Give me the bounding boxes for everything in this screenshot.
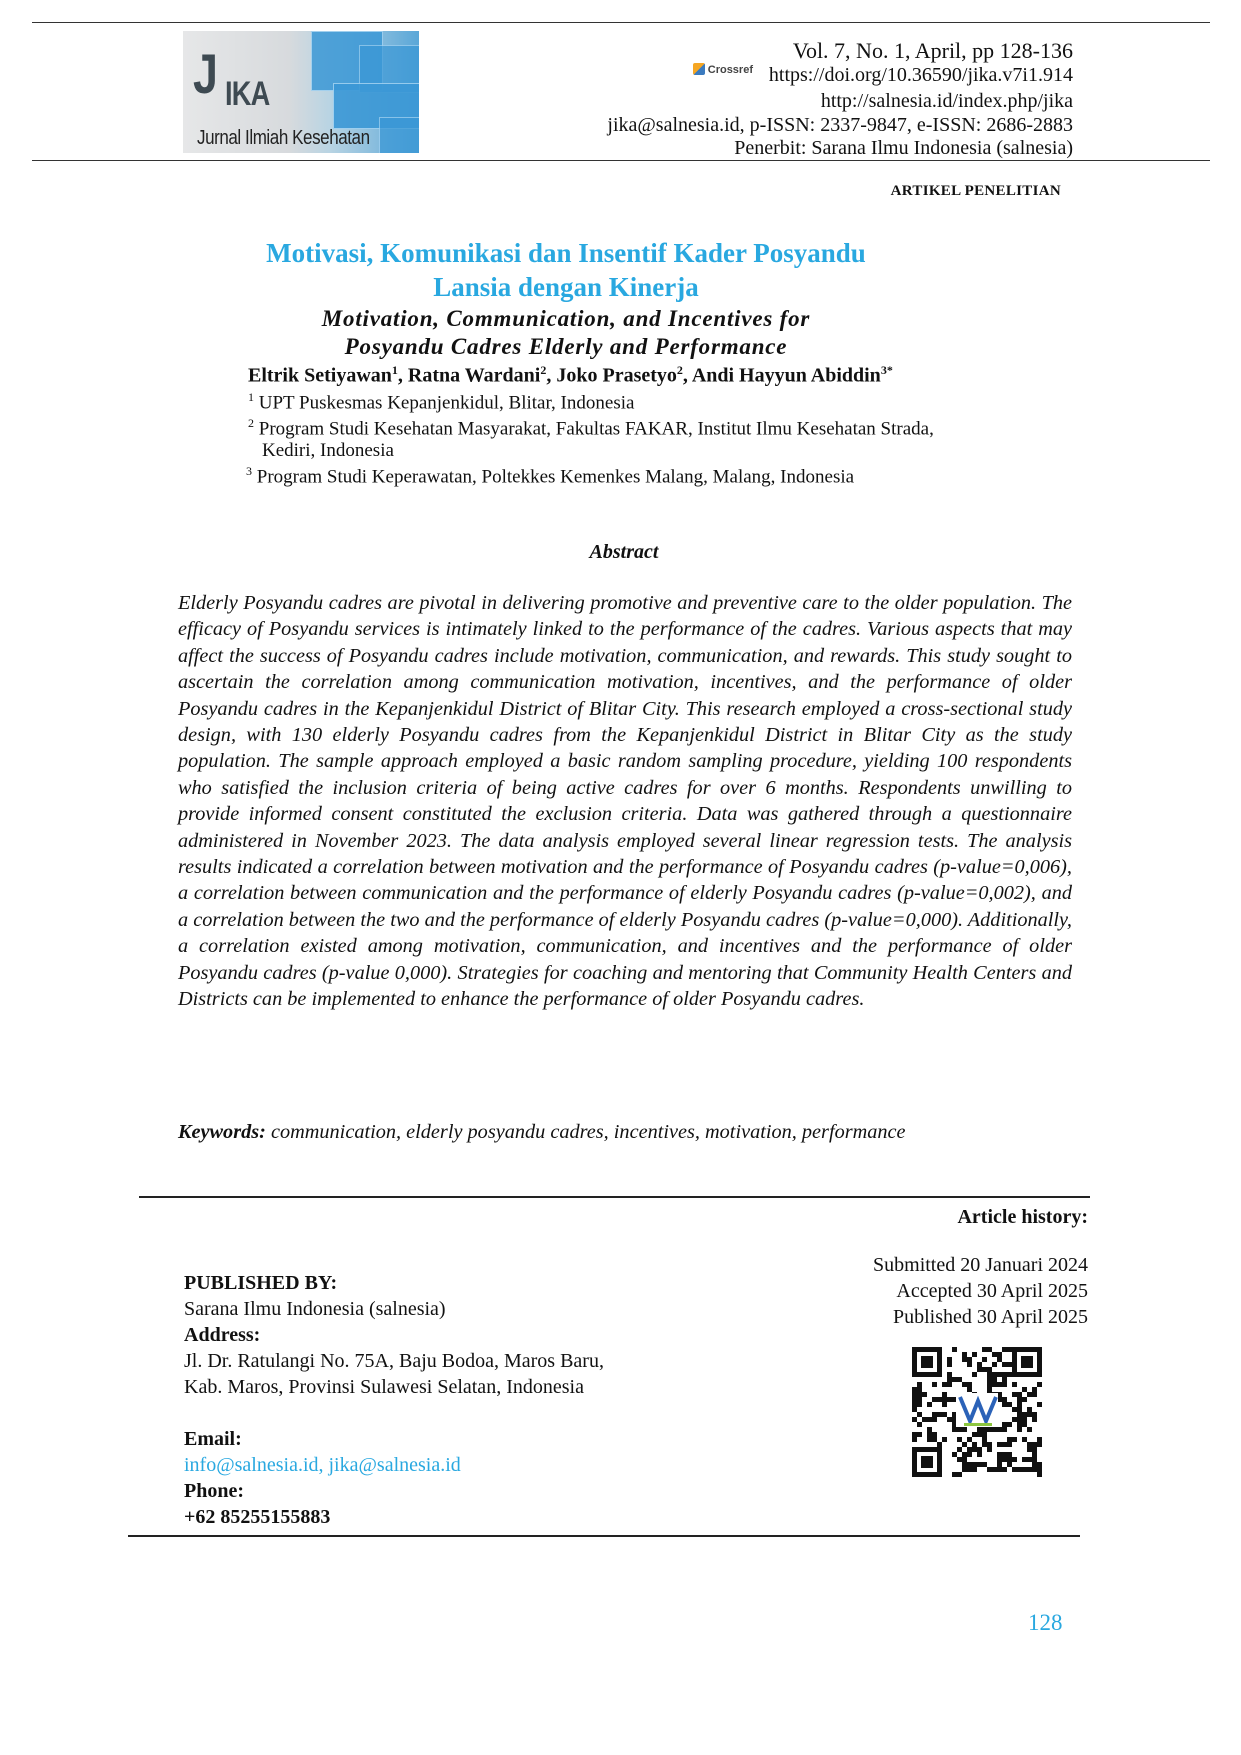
- author-affil-mark: 2: [676, 363, 683, 377]
- header-bottom-rule: [32, 160, 1210, 161]
- phone-label: Phone:: [184, 1480, 244, 1502]
- author-affil-mark: 3*: [880, 363, 893, 377]
- publisher-name: Sarana Ilmu Indonesia (salnesia): [184, 1298, 446, 1320]
- keywords-text: communication, elderly posyandu cadres, incentives, motivation, performance: [270, 1121, 906, 1143]
- keywords-label: Keywords:: [178, 1121, 266, 1143]
- affiliation-3: [246, 464, 854, 488]
- logo-letters: J: [193, 42, 217, 105]
- qr-code-icon[interactable]: [910, 1345, 1044, 1479]
- affiliation-text: Program Studi Keperawatan, Poltekkes Kemenkes Malang, Malang, Indonesia: [256, 466, 855, 488]
- affiliation-text: UPT Puskesmas Kepanjenkidul, Blitar, Indonesia: [258, 392, 635, 414]
- abstract-body: Elderly Posyandu cadres are pivotal in delivering promotive and preventive care to the older population. The efficacy of Posyandu services is intimately linked to the performance of the cadres. Various aspects that may affect the success of Posyandu cadres include motivation, communication, and rewards. This study sought to ascertain the correlation among communication motivation, incentives, and the performance of older Posyandu cadres in the Kepanjenkidul District of Blitar City. This research employed a cross-sectional study design, with 130 elderly Posyandu cadres from the Kepanjenkidul District in Blitar City as the study population. The sample approach employed a basic random sampling procedure, yielding 100 respondents who satisfied the inclusion criteria of being active cadres for over 6 months. Respondents unwilling to provide informed consent constituted the exclusion criteria. Data was gathered through a questionnaire administered in November 2023. The data analysis employed several linear regression tests. The analysis results indicated a correlation between motivation and the performance of Posyandu cadres (p-value=0,006), a correlation between communication and the performance of elderly Posyandu cadres (p-value=0,002), and a correlation between the two and the performance of elderly Posyandu cadres (p-value=0,000). Additionally, a correlation existed among motivation, communication, and incentives and the performance of older Posyandu cadres (p-value 0,000). Strategies for coaching and mentoring that Community Health Centers and Districts can be implemented to enhance the performance of older Posyandu cadres.: [178, 592, 1072, 1011]
- footer-bottom-rule: [128, 1535, 1080, 1537]
- affiliation-text: Program Studi Kesehatan Masyarakat, Fakultas FAKAR, Institut Ilmu Kesehatan Strada,: [258, 418, 934, 440]
- crossref-label: Crossref: [707, 64, 753, 76]
- affiliation-mark: 3: [246, 464, 252, 478]
- address-line2: Kab. Maros, Provinsi Sulawesi Selatan, Indonesia: [184, 1376, 584, 1398]
- author-name: Eltrik Setiyawan: [248, 364, 392, 387]
- email-label: Email:: [184, 1428, 242, 1450]
- doi-link[interactable]: https://doi.org/10.36590/jika.v7i1.914: [768, 64, 1073, 86]
- page-number: 128: [1028, 1610, 1063, 1635]
- address-label: Address:: [184, 1324, 261, 1346]
- author-list: Eltrik Setiyawan$^1$, Ratna Wardani$^2$, Joko Prasetyo$^2$, Andi Hayyun Abiddin$^{3*}$: [248, 363, 893, 387]
- author-name: Ratna Wardani: [407, 364, 541, 387]
- history-accepted: Accepted 30 April 2025: [896, 1280, 1088, 1302]
- journal-logo: [183, 31, 419, 153]
- author-name: Andi Hayyun Abiddin: [691, 364, 881, 387]
- published-by-heading: PUBLISHED BY:: [184, 1272, 338, 1294]
- paper-subtitle-line1: Motivation, Communication, and Incentives for: [321, 306, 811, 331]
- journal-url-link[interactable]: http://salnesia.id/index.php/jika: [820, 90, 1073, 112]
- logo-journal-name: Jurnal Ilmiah Kesehatan: [197, 127, 370, 149]
- crossref-badge[interactable]: [693, 63, 753, 76]
- email-link[interactable]: info@salnesia.id, jika@salnesia.id: [184, 1454, 461, 1476]
- author-affil-mark: 1: [391, 363, 398, 377]
- affiliation-1: [248, 390, 634, 414]
- address-line1: Jl. Dr. Ratulangi No. 75A, Baju Bodoa, Maros Baru,: [184, 1350, 604, 1372]
- publisher-info: Penerbit: Sarana Ilmu Indonesia (salnesia): [734, 137, 1073, 159]
- abstract-heading: Abstract: [589, 541, 659, 563]
- affiliation-mark: 2: [248, 416, 254, 430]
- history-published: Published 30 April 2025: [892, 1306, 1088, 1328]
- history-submitted: Submitted 20 Januari 2024: [873, 1254, 1088, 1276]
- article-type-label: ARTIKEL PENELITIAN: [890, 183, 1061, 199]
- header-top-rule: [32, 22, 1210, 23]
- paper-title-line2: Lansia dengan Kinerja: [433, 272, 699, 302]
- crossref-icon: [693, 63, 705, 75]
- article-history-heading: Article history:: [957, 1206, 1088, 1228]
- affiliation-2-continued: Kediri, Indonesia: [262, 440, 394, 461]
- logo-letters-ika: IKA: [225, 75, 270, 113]
- issn-info: jika@salnesia.id, p-ISSN: 2337-9847, e-ISSN: 2686-2883: [607, 114, 1073, 136]
- volume-info: Vol. 7, No. 1, April, pp 128-136: [792, 38, 1073, 63]
- footer-top-rule: [139, 1196, 1090, 1198]
- author-affil-mark: 2: [540, 363, 547, 377]
- affiliation-2: [248, 416, 934, 440]
- phone-number: +62 85255155883: [184, 1506, 331, 1528]
- paper-subtitle-line2: Posyandu Cadres Elderly and Performance: [344, 334, 788, 359]
- author-name: Joko Prasetyo: [556, 364, 677, 387]
- paper-title-line1: Motivasi, Komunikasi dan Insentif Kader Posyandu: [266, 238, 866, 268]
- affiliation-mark: 1: [248, 390, 254, 404]
- keywords: [178, 1121, 1078, 1144]
